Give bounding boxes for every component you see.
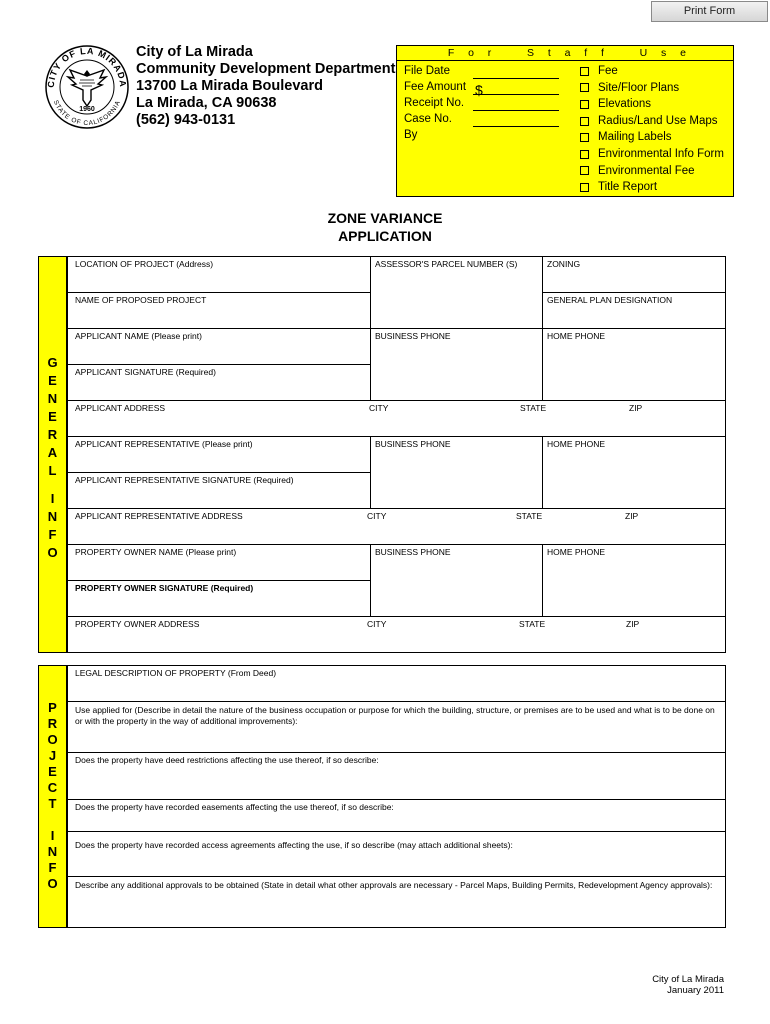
project-info-side-label: P R O J E C T I N F O — [38, 665, 67, 928]
checkbox-icon[interactable] — [580, 83, 589, 92]
use-applied-label: Use applied for (Describe in detail the nature of the business occupation or purpose for which the building, structure, or premises are to be used and what is to be done on or with the property in the way of additional improvements): — [75, 705, 715, 726]
owner-address-label: PROPERTY OWNER ADDRESS — [75, 619, 200, 629]
case-no-label: Case No. — [404, 113, 452, 125]
checkbox-icon[interactable] — [580, 100, 589, 109]
general-info-side-label: G E N E R A L I N F O — [38, 256, 67, 653]
city-header — [136, 44, 395, 129]
project-info-grid — [67, 665, 726, 928]
fee-amount-label: Fee Amount — [404, 81, 467, 93]
applicant-name-label: APPLICANT NAME (Please print) — [75, 331, 202, 341]
checkbox-icon[interactable] — [580, 183, 589, 192]
checklist-item[interactable]: Fee — [580, 63, 724, 80]
zip-label: ZIP — [626, 619, 640, 629]
by-label: By — [404, 129, 418, 141]
access-agreements-label: Does the property have recorded access agreements affecting the use, if so describe (may attach additional sheets): — [75, 840, 513, 850]
fee-amount-field[interactable] — [473, 79, 559, 98]
owner-name-label: PROPERTY OWNER NAME (Please print) — [75, 547, 237, 557]
legal-description-label: LEGAL DESCRIPTION OF PROPERTY (From Deed) — [75, 668, 277, 678]
checkbox-icon[interactable] — [580, 150, 589, 159]
city-name: City of La Mirada — [136, 44, 253, 60]
representative-address-label: APPLICANT REPRESENTATIVE ADDRESS — [75, 511, 243, 521]
state-label: STATE — [516, 511, 543, 521]
footer — [652, 974, 724, 996]
zoning-label: ZONING — [547, 259, 581, 269]
form-title-line1: ZONE VARIANCE — [327, 210, 443, 226]
state-label: STATE — [520, 403, 547, 413]
checkbox-icon[interactable] — [580, 67, 589, 76]
form-title-line2: APPLICATION — [338, 228, 432, 244]
city-label: CITY — [367, 619, 387, 629]
department-name: Community Development Department — [136, 61, 396, 77]
city-seal-logo — [44, 44, 130, 130]
checklist-item[interactable]: Elevations — [580, 96, 724, 113]
business-phone-label: BUSINESS PHONE — [375, 547, 451, 557]
checkbox-icon[interactable] — [580, 166, 589, 175]
home-phone-label: HOME PHONE — [547, 331, 606, 341]
state-label: STATE — [519, 619, 546, 629]
eagle-icon — [68, 70, 106, 106]
seal-year: 1960 — [79, 106, 95, 113]
home-phone-label: HOME PHONE — [547, 547, 606, 557]
home-phone-label: HOME PHONE — [547, 439, 606, 449]
checklist-item[interactable]: Title Report — [580, 179, 724, 196]
zip-label: ZIP — [625, 511, 639, 521]
project-name-label: NAME OF PROPOSED PROJECT — [75, 295, 207, 305]
seal-bottom-text: STATE OF CALIFORNIA — [51, 99, 123, 128]
location-label: LOCATION OF PROJECT (Address) — [75, 259, 214, 269]
footer-date: January 2011 — [667, 985, 724, 996]
staff-fields — [404, 63, 466, 143]
receipt-no-field[interactable] — [473, 95, 559, 111]
city-label: CITY — [369, 403, 389, 413]
staff-checklist — [580, 63, 724, 196]
file-date-field[interactable] — [473, 63, 559, 79]
checklist-item[interactable]: Radius/Land Use Maps — [580, 113, 724, 130]
deed-restrictions-label: Does the property have deed restrictions affecting the use thereof, if so describe: — [75, 755, 379, 765]
zip-label: ZIP — [629, 403, 643, 413]
staff-use-box — [396, 45, 734, 197]
print-form-button[interactable]: Print Form — [651, 1, 768, 22]
apn-label: ASSESSOR'S PARCEL NUMBER (S) — [375, 259, 518, 269]
file-date-label: File Date — [404, 65, 451, 77]
checklist-item[interactable]: Environmental Fee — [580, 163, 724, 180]
applicant-signature-label: APPLICANT SIGNATURE (Required) — [75, 367, 216, 377]
representative-signature-label: APPLICANT REPRESENTATIVE SIGNATURE (Required) — [75, 475, 294, 485]
case-no-field[interactable] — [473, 111, 559, 127]
city-label: CITY — [367, 511, 387, 521]
seal-top-text: CITY OF LA MIRADA — [45, 45, 129, 89]
staff-entry-lines — [473, 63, 559, 127]
city-state-zip: La Mirada, CA 90638 — [136, 95, 277, 111]
additional-approvals-label: Describe any additional approvals to be obtained (State in detail what other approvals are necessary - Parcel Maps, Building Permits, Redevelopment Agency approvals): — [75, 880, 713, 890]
checklist-item[interactable]: Site/Floor Plans — [580, 80, 724, 97]
general-plan-label: GENERAL PLAN DESIGNATION — [547, 295, 673, 305]
dollar-sign: $ — [475, 82, 483, 98]
general-info-grid — [67, 256, 726, 653]
business-phone-label: BUSINESS PHONE — [375, 439, 451, 449]
checklist-item[interactable]: Environmental Info Form — [580, 146, 724, 163]
checklist-item[interactable]: Mailing Labels — [580, 129, 724, 146]
city-street: 13700 La Mirada Boulevard — [136, 78, 323, 94]
staff-use-title: F o r S t a f f U s e — [397, 47, 733, 61]
svg-text:STATE OF CALIFORNIA — [52, 99, 122, 127]
city-phone: (562) 943-0131 — [136, 112, 236, 128]
checkbox-icon[interactable] — [580, 117, 589, 126]
business-phone-label: BUSINESS PHONE — [375, 331, 451, 341]
owner-signature-label: PROPERTY OWNER SIGNATURE (Required) — [75, 583, 254, 593]
footer-city: City of La Mirada — [652, 974, 724, 985]
easements-label: Does the property have recorded easements affecting the use thereof, if so describe: — [75, 802, 394, 812]
checkbox-icon[interactable] — [580, 133, 589, 142]
receipt-no-label: Receipt No. — [404, 97, 465, 109]
svg-text:CITY OF LA MIRADA — [46, 46, 128, 88]
representative-name-label: APPLICANT REPRESENTATIVE (Please print) — [75, 439, 253, 449]
applicant-address-label: APPLICANT ADDRESS — [75, 403, 166, 413]
